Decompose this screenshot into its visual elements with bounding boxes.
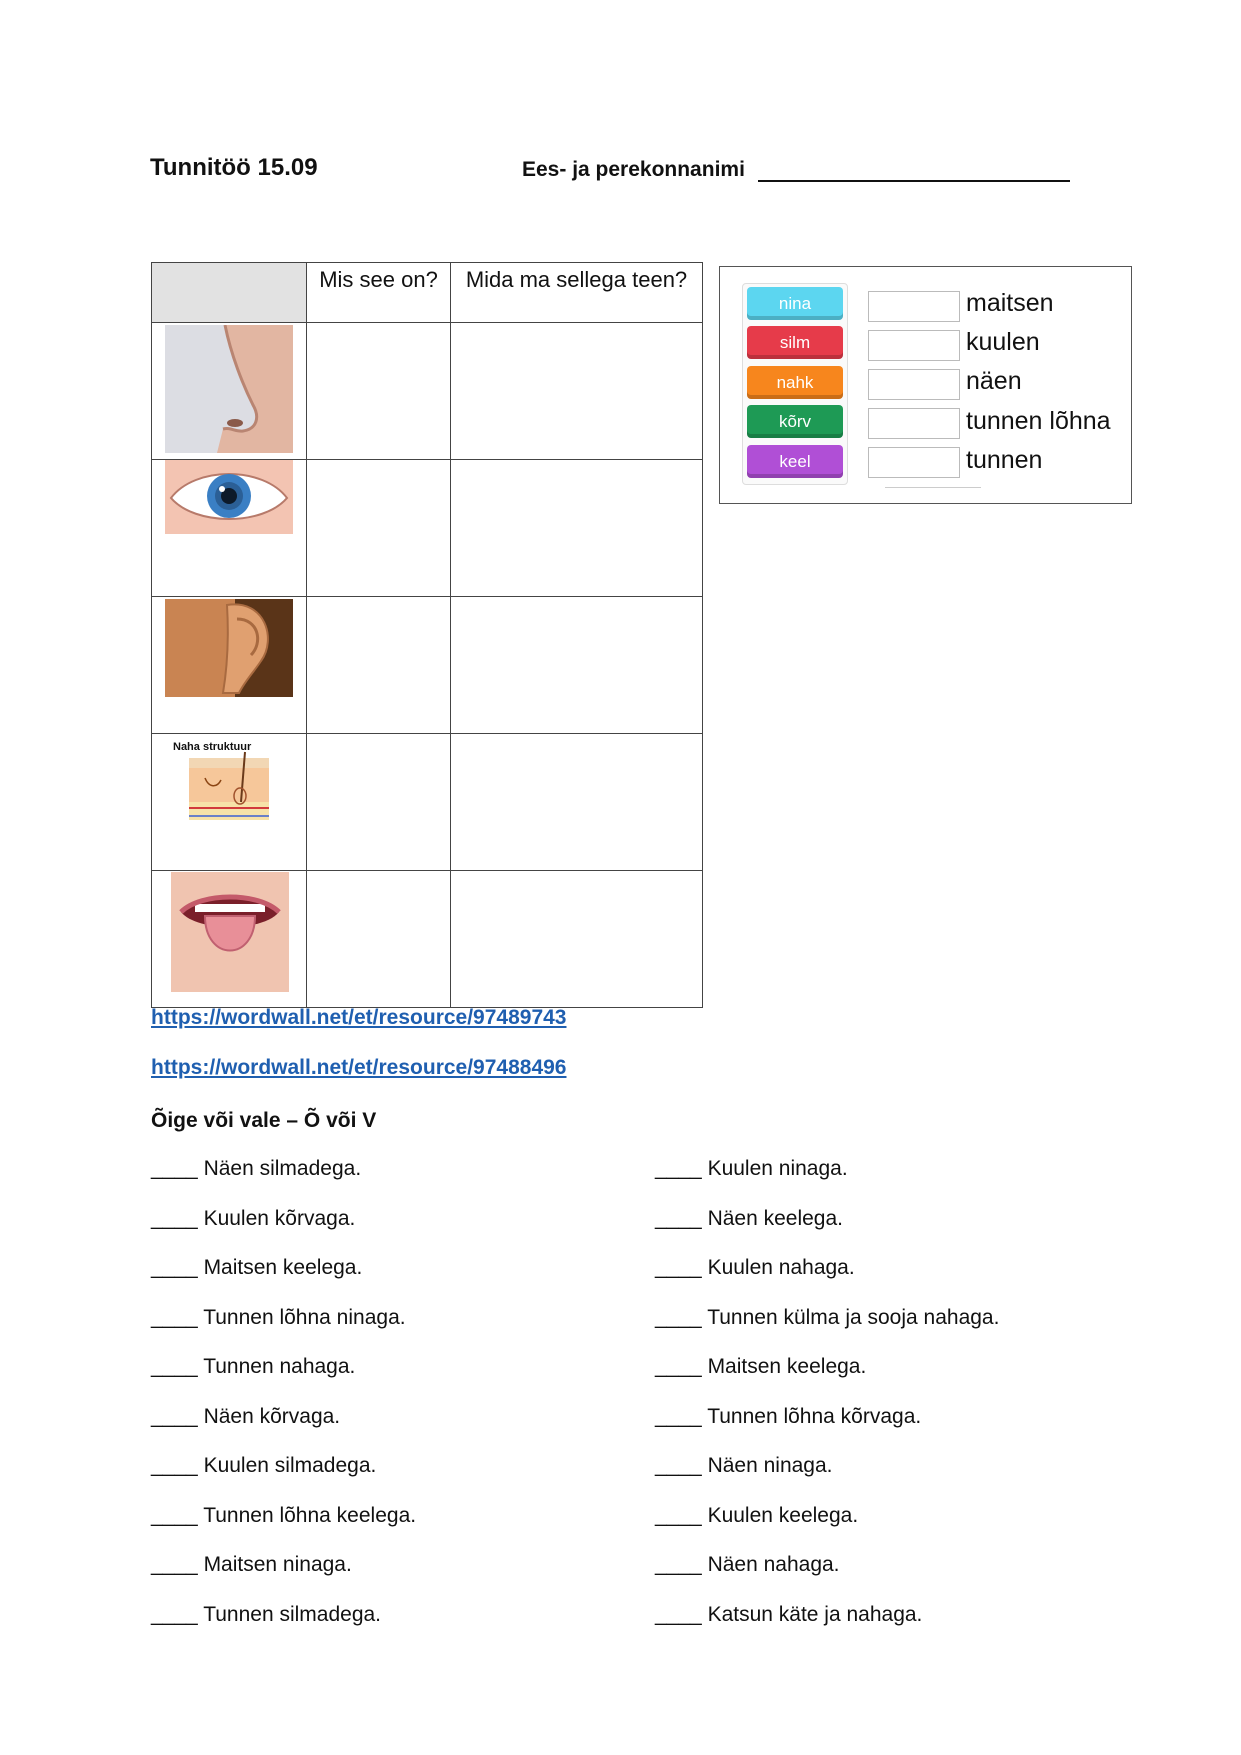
quiz-statement (655, 1553, 840, 1577)
answer-blank[interactable]: ____ (655, 1256, 702, 1279)
image-cell (152, 460, 307, 597)
statement-text: Tunnen lõhna ninaga. (203, 1305, 406, 1329)
tile-silm[interactable]: silm (747, 326, 843, 359)
answer-blank[interactable]: ____ (151, 1305, 198, 1329)
answer-blank[interactable]: ____ (151, 1503, 198, 1527)
statement-text: Tunnen nahaga. (203, 1355, 356, 1378)
answer-blank[interactable]: ____ (655, 1157, 702, 1180)
statement-text: Katsun käte ja nahaga. (707, 1602, 923, 1626)
quiz-statement (655, 1306, 999, 1330)
answer-cell[interactable] (451, 871, 703, 1008)
statement-text: Kuulen keelega. (707, 1503, 859, 1527)
quiz-statement (655, 1207, 843, 1231)
statement-text: Tunnen lõhna kõrvaga. (707, 1404, 922, 1428)
answer-cell[interactable] (451, 323, 703, 460)
answer-blank[interactable]: ____ (151, 1355, 198, 1378)
quiz-statement (151, 1504, 416, 1528)
nose-image (165, 325, 293, 453)
drop-slot[interactable] (868, 330, 960, 361)
answer-cell[interactable] (307, 871, 451, 1008)
quiz-statement (151, 1553, 352, 1577)
answer-blank[interactable]: ____ (655, 1454, 702, 1477)
quiz-statement (151, 1157, 361, 1181)
answer-blank[interactable]: ____ (151, 1454, 198, 1477)
name-blank-line[interactable] (758, 180, 1070, 182)
statement-text: Näen nahaga. (707, 1553, 840, 1576)
quiz-statement (151, 1306, 406, 1330)
quiz-statement (151, 1405, 340, 1429)
answer-blank[interactable]: ____ (151, 1404, 198, 1428)
verb-label: tunnen (966, 446, 1043, 474)
answer-blank[interactable]: ____ (655, 1602, 702, 1626)
quiz-title: Õige või vale – Õ või V (151, 1109, 377, 1132)
statement-text: Tunnen lõhna keelega. (203, 1503, 417, 1527)
statement-text: Näen keelega. (707, 1206, 843, 1230)
answer-blank[interactable]: ____ (655, 1553, 702, 1576)
quiz-statement (655, 1603, 922, 1627)
statement-text: Kuulen kõrvaga. (203, 1206, 356, 1230)
answer-blank[interactable]: ____ (151, 1553, 198, 1576)
statement-text: Maitsen keelega. (203, 1256, 363, 1279)
verb-label: näen (966, 367, 1022, 395)
ear-image (165, 599, 293, 697)
quiz-statement (655, 1256, 855, 1280)
verb-label: kuulen (966, 328, 1040, 356)
answer-blank[interactable]: ____ (151, 1602, 198, 1626)
image-cell (152, 871, 307, 1008)
statement-text: Tunnen silmadega. (203, 1602, 382, 1626)
drop-slot[interactable] (868, 408, 960, 439)
quiz-statement (655, 1504, 858, 1528)
skin-image (165, 738, 293, 836)
table-header-blank (152, 263, 307, 323)
matching-panel (719, 266, 1132, 504)
statement-text: Näen silmadega. (203, 1157, 362, 1180)
quiz-statement (151, 1603, 381, 1627)
tile-korv[interactable]: kõrv (747, 405, 843, 438)
table-header-use: Mida ma sellega teen? (451, 263, 703, 323)
answer-blank[interactable]: ____ (655, 1206, 702, 1230)
answer-cell[interactable] (451, 460, 703, 597)
wordwall-link-2[interactable]: https://wordwall.net/et/resource/97488496 (151, 1056, 567, 1079)
statement-text: Näen ninaga. (707, 1454, 833, 1477)
image-cell (152, 734, 307, 871)
statement-text: Maitsen keelega. (707, 1355, 867, 1378)
statement-text: Tunnen külma ja sooja nahaga. (707, 1305, 1000, 1329)
answer-blank[interactable]: ____ (151, 1256, 198, 1279)
table-header-what: Mis see on? (307, 263, 451, 323)
wordwall-link-1[interactable]: https://wordwall.net/et/resource/97489743 (151, 1006, 567, 1029)
statement-text: Kuulen silmadega. (203, 1454, 377, 1477)
tile-nina[interactable]: nina (747, 287, 843, 320)
answer-blank[interactable]: ____ (655, 1404, 702, 1428)
answer-cell[interactable] (307, 734, 451, 871)
answer-blank[interactable]: ____ (655, 1503, 702, 1527)
senses-table (151, 262, 703, 1008)
statement-text: Kuulen nahaga. (707, 1256, 855, 1279)
table-row (152, 597, 703, 734)
page-title: Tunnitöö 15.09 (150, 154, 318, 181)
answer-cell[interactable] (451, 597, 703, 734)
answer-blank[interactable]: ____ (151, 1157, 198, 1180)
quiz-statement (655, 1157, 848, 1181)
answer-cell[interactable] (451, 734, 703, 871)
tile-keel[interactable]: keel (747, 445, 843, 478)
tile-column (742, 283, 848, 485)
table-row (152, 323, 703, 460)
answer-cell[interactable] (307, 597, 451, 734)
tile-nahk[interactable]: nahk (747, 366, 843, 399)
table-row (152, 871, 703, 1008)
quiz-statement (655, 1405, 921, 1429)
answer-blank[interactable]: ____ (655, 1305, 702, 1329)
quiz-statement (655, 1355, 866, 1379)
image-cell (152, 323, 307, 460)
statement-text: Näen kõrvaga. (203, 1404, 341, 1428)
statement-text: Kuulen ninaga. (707, 1157, 848, 1180)
quiz-statement (151, 1355, 355, 1379)
quiz-statement (151, 1207, 355, 1231)
answer-cell[interactable] (307, 323, 451, 460)
drop-slot[interactable] (868, 291, 960, 322)
verb-label: tunnen lõhna (966, 407, 1111, 435)
answer-cell[interactable] (307, 460, 451, 597)
quiz-statement (151, 1256, 362, 1280)
verb-label: maitsen (966, 289, 1054, 317)
answer-blank[interactable]: ____ (655, 1355, 702, 1378)
table-row (152, 460, 703, 597)
panel-divider (885, 487, 981, 488)
skin-image-caption: Naha struktuur (173, 741, 252, 753)
drop-slot[interactable] (868, 447, 960, 478)
quiz-statement (655, 1454, 833, 1478)
eye-image (165, 460, 293, 534)
tongue-image (171, 872, 289, 992)
table-row (152, 734, 703, 871)
answer-blank[interactable]: ____ (151, 1206, 198, 1230)
image-cell (152, 597, 307, 734)
statement-text: Maitsen ninaga. (203, 1553, 352, 1576)
drop-slot[interactable] (868, 369, 960, 400)
quiz-statement (151, 1454, 376, 1478)
name-label: Ees- ja perekonnanimi (522, 158, 745, 181)
